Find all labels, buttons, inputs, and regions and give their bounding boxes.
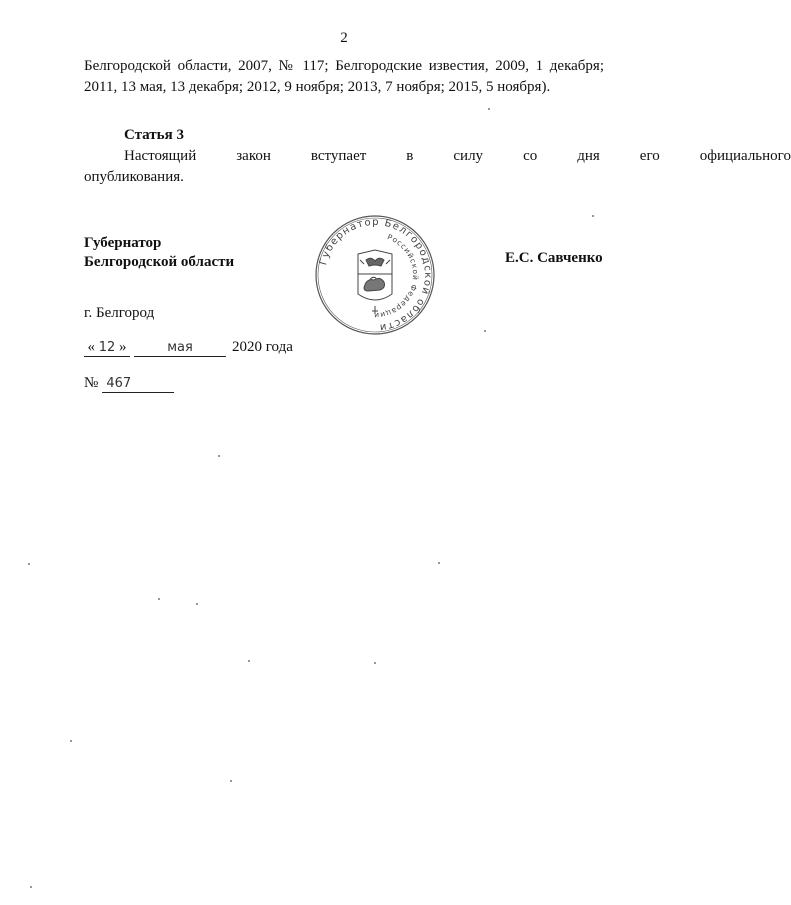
scan-speck xyxy=(374,662,376,664)
law-number xyxy=(84,375,174,393)
scan-speck xyxy=(70,740,72,742)
word: силу xyxy=(453,148,484,164)
scan-speck xyxy=(592,215,594,217)
seal-inner-text: Российской Федерации xyxy=(373,232,421,321)
scan-speck xyxy=(158,598,160,600)
scan-speck xyxy=(196,603,198,605)
place: г. Белгород xyxy=(84,305,155,321)
article-title: Статья 3 xyxy=(124,127,184,143)
governor-title-line2: Белгородской области xyxy=(84,254,235,270)
signing-date xyxy=(84,339,293,357)
law-number-value: 467 xyxy=(102,376,174,393)
article-body xyxy=(84,146,791,188)
governor-title xyxy=(84,234,234,272)
word: его xyxy=(639,148,660,164)
date-close-quote: » xyxy=(119,339,127,355)
word: дня xyxy=(577,148,600,164)
governor-title-line1: Губернатор xyxy=(84,235,162,251)
law-number-prefix: № xyxy=(84,375,99,391)
word: в xyxy=(406,148,414,164)
page-number: 2 xyxy=(340,30,348,46)
date-day: 12 xyxy=(98,340,116,355)
scan-speck xyxy=(28,563,30,565)
word: со xyxy=(523,148,538,164)
official-seal-icon xyxy=(314,214,436,336)
article-body-line1 xyxy=(84,146,791,167)
article-body-line2: опубликования. xyxy=(84,169,184,185)
seal-outer-text: Губернатор Белгородской области xyxy=(318,216,434,333)
word: вступает xyxy=(310,148,367,164)
scan-speck xyxy=(484,330,486,332)
word: Настоящий xyxy=(124,148,197,164)
scan-speck xyxy=(248,660,250,662)
scan-speck xyxy=(438,562,440,564)
governor-name: Е.С. Савченко xyxy=(505,250,603,266)
scan-speck xyxy=(230,780,232,782)
date-month: мая xyxy=(134,340,226,357)
word: закон xyxy=(236,148,271,164)
coat-of-arms-icon xyxy=(358,250,392,314)
paragraph-sources: Белгородской области, 2007, № 117; Белгородские известия, 2009, 1 декабря; 2011, 13 мая, 13 декабря; 2012, 9 ноября; 2013, 7 ноября; 2015, 5 ноября). xyxy=(84,58,604,95)
scan-speck xyxy=(488,108,490,110)
date-open-quote: « xyxy=(87,339,95,355)
date-year: 2020 года xyxy=(232,339,293,355)
date-day-field xyxy=(84,339,130,357)
word: официального xyxy=(699,148,791,164)
scan-speck xyxy=(218,455,220,457)
scan-speck xyxy=(30,886,32,888)
